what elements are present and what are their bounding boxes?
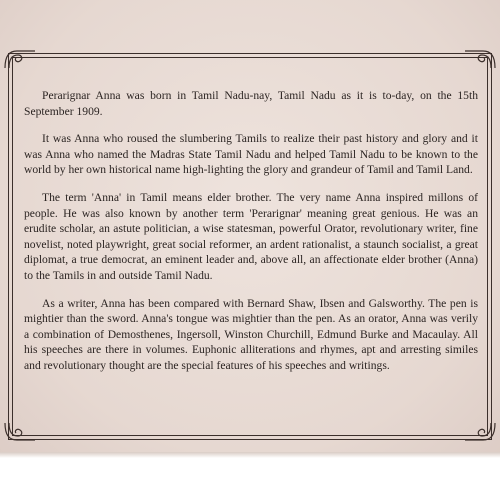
paragraph-writer-orator: As a writer, Anna has been compared with Bernard Shaw, Ibsen and Galsworthy. The pen is mightier than the sword. Anna's tongue was mightier than the pen. As an orator, Anna was verily a combination of Demosthenes, Ingersoll, Winston Churchill, Edmund Burke and Macaulay. All his speeches are there in volumes. Euphonic alliterations and rhymes, apt and arresting similes and revolutionary thought are the special features of his speeches and writings. [24, 296, 478, 372]
corner-ornament-icon [463, 48, 497, 70]
plaque-text [24, 88, 478, 374]
paragraph-tamil-nadu-naming: It was Anna who roused the slumbering Tamils to realize their past history and glory and it was Anna who named the Madras State Tamil Nadu and helped Tamil Nadu to be known to the world by her own historical name high-lighting the glory and grandeur of Tamil and Tamil Land. [24, 132, 478, 177]
paragraph-meaning-of-anna: The term 'Anna' in Tamil means elder brother. The very name Anna inspired millons of people. He was also known by another term 'Perarignar' meaning great genious. He was an erudite scholar, an astute politician, a wise statesman, powerful Orator, revolutionary writer, fine novelist, noted playwright, great social reformer, an ardent rationalist, a staunch socialist, a great diplomat, a true democrat, an eminent leader and, above all, an affectionate elder brother (Anna) to the Tamils in and outside Tamil Nadu. [24, 190, 478, 282]
paragraph-birth: Perarignar Anna was born in Tamil Nadu-nay, Tamil Nadu as it is to-day, on the 15th September 1909. [24, 89, 478, 118]
corner-ornament-icon [463, 421, 497, 443]
bottom-shadow [0, 452, 500, 458]
corner-ornament-icon [3, 48, 37, 70]
corner-ornament-icon [3, 421, 37, 443]
